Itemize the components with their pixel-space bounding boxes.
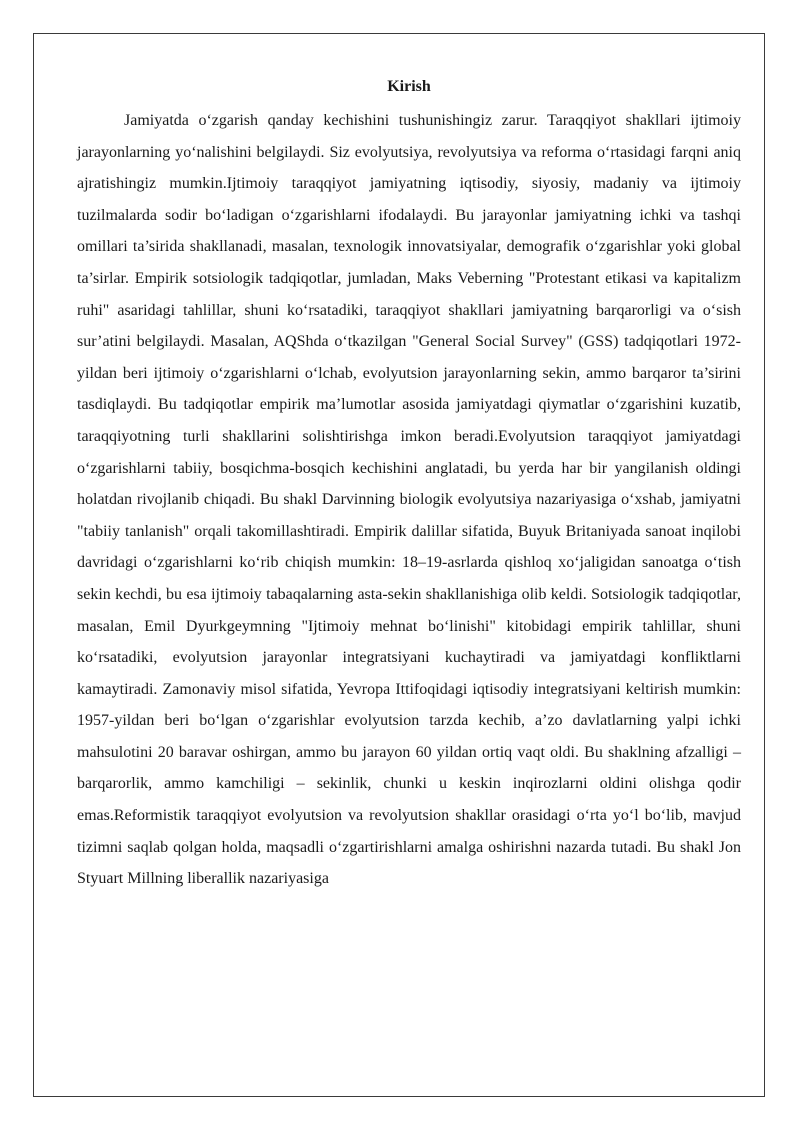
document-content — [77, 75, 741, 895]
document-title: Kirish — [387, 78, 431, 95]
document-paragraph: Jamiyatda o‘zgarish qanday kechishini tushunishingiz zarur. Taraqqiyot shakllari ijtimoiy jarayonlarning yo‘nalishini belgilaydi. Siz evolyutsiya, revolyutsiya va reforma o‘rtasidagi farqni aniq ajratishingiz mumkin.Ijtimoiy taraqqiyot jamiyatning iqtisodiy, siyosiy, madaniy va ijtimoiy tuzilmalarda sodir bo‘ladigan o‘zgarishlarni ifodalaydi. Bu jarayonlar jamiyatning ichki va tashqi omillari ta’sirida shakllanadi, masalan, texnologik innovatsiyalar, demografik o‘zgarishlar yoki global ta’sirlar. Empirik sotsiologik tadqiqotlar, jumladan, Maks Veberning "Protestant etikasi va kapitalizm ruhi" asaridagi tahlillar, shuni ko‘rsatadiki, taraqqiyot shakllari jamiyatning barqarorligi va o‘sish sur’atini belgilaydi. Masalan, AQShda o‘tkazilgan "General Social Survey" (GSS) tadqiqotlari 1972-yildan beri ijtimoiy o‘zgarishlarni o‘lchab, evolyutsion jarayonlarning sekin, ammo barqaror ta’sirini tasdiqlaydi. Bu tadqiqotlar empirik ma’lumotlar asosida jamiyatdagi qiymatlar o‘zgarishini kuzatib, taraqqiyotning turli shakllarini solishtirishga imkon beradi.Evolyutsion taraqqiyot jamiyatdagi o‘zgarishlarni tabiiy, bosqichma-bosqich kechishini anglatadi, bu yerda har bir yangilanish oldingi holatdan rivojlanib chiqadi. Bu shakl Darvinning biologik evolyutsiya nazariyasiga o‘xshab, jamiyatni "tabiiy tanlanish" orqali takomillashtiradi. Empirik dalillar sifatida, Buyuk Britaniyada sanoat inqilobi davridagi o‘zgarishlarni ko‘rib chiqish mumkin: 18–19-asrlarda qishloq xo‘jaligidan sanoatga o‘tish sekin kechdi, bu esa ijtimoiy tabaqalarning asta-sekin shakllanishiga olib keldi. Sotsiologik tadqiqotlar, masalan, Emil Dyurkgeymning "Ijtimoiy mehnat bo‘linishi" kitobidagi empirik tahlillar, shuni ko‘rsatadiki, evolyutsion jarayonlar integratsiyani kuchaytiradi va jamiyatdagi konfliktlarni kamaytiradi. Zamonaviy misol sifatida, Yevropa Ittifoqidagi iqtisodiy integratsiyani keltirish mumkin: 1957-yildan beri bo‘lgan o‘zgarishlar evolyutsion tarzda kechib, a’zo davlatlarning yalpi ichki mahsulotini 20 baravar oshirgan, ammo bu jarayon 60 yildan ortiq vaqt oldi. Bu shaklning afzalligi – barqarorlik, ammo kamchiligi – sekinlik, chunki u keskin inqirozlarni oldini olishga qodir emas.Reformistik taraqqiyot evolyutsion va revolyutsion shakllar orasidagi o‘rta yo‘l bo‘lib, mavjud tizimni saqlab qolgan holda, maqsadli o‘zgartirishlarni amalga oshirishni nazarda tutadi. Bu shakl Jon Styuart Millning liberallik nazariyasiga — [77, 112, 741, 888]
